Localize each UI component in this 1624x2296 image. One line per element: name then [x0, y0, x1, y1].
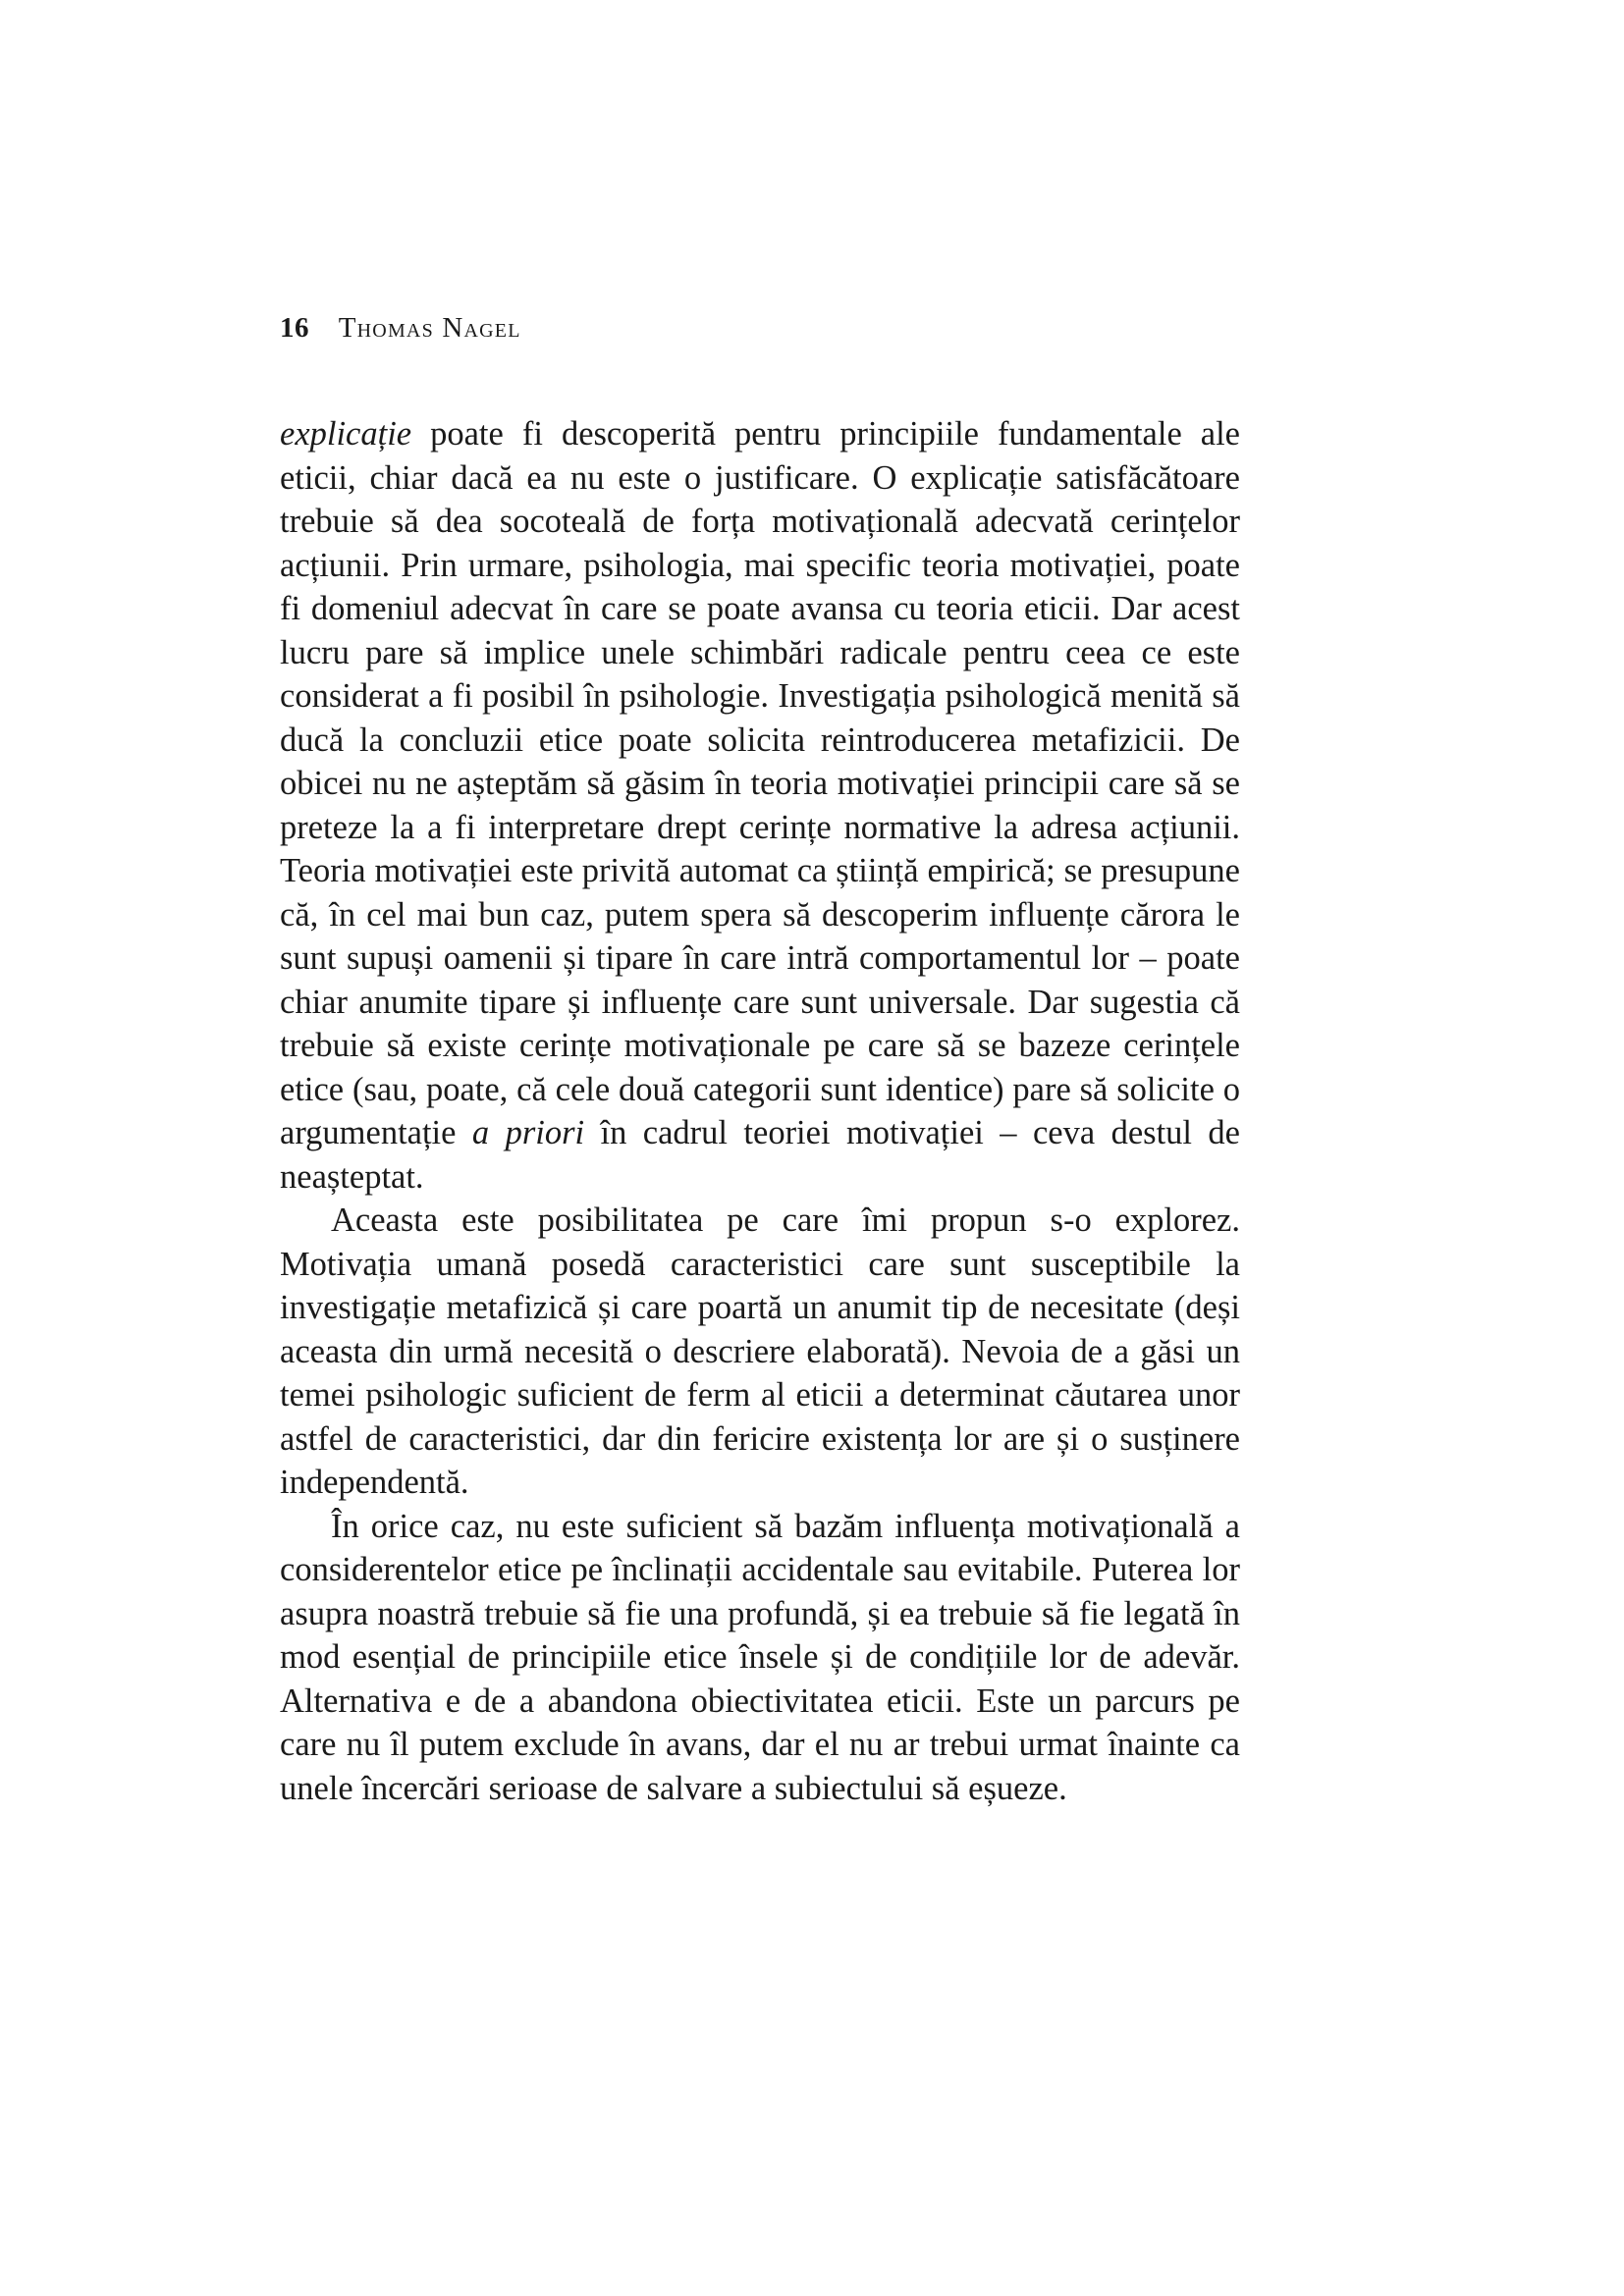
- paragraph-text: Aceasta este posibilitatea pe care îmi propun s-o explorez. Motivația umană posedă caracteristici care sunt susceptibile la investigație metafizică și care poartă un anumit tip de necesitate (deși aceasta din urmă necesită o descriere elaborată). Nevoia de a găsi un temei psihologic suficient de ferm al eticii a determinat căutarea unor astfel de caracteristici, dar din fericire existența lor are și o susținere independentă.: [280, 1201, 1240, 1501]
- page-number: 16: [280, 312, 309, 344]
- running-head-author: Thomas Nagel: [338, 312, 521, 344]
- body-text: [280, 412, 1240, 1810]
- italic-term: a priori: [471, 1114, 585, 1151]
- paragraph-text: poate fi descoperită pentru principiile fundamentale ale eticii, chiar dacă ea nu este o justificare. O explicație satisfăcătoare trebuie să dea socoteală de forța motivațională adecvată cerințelor acțiunii. Prin urmare, psihologia, mai specific teoria motivației, poate fi domeniul adecvat în care se poate avansa cu teoria eticii. Dar acest lucru pare să implice unele schimbări radicale pentru ceea ce este considerat a fi posibil în psihologie. Investigația psihologică menită să ducă la concluzii etice poate solicita reintroducerea metafizicii. De obicei nu ne așteptăm să găsim în teoria motivației principii care să se preteze la a fi interpretare drept cerințe normative la adresa acțiunii. Teoria motivației este privită automat ca știință empirică; se presupune că, în cel mai bun caz, putem spera să descoperim influențe cărora le sunt supuși oamenii și tipare în care intră comportamentul lor – poate chiar anumite tipare și influențe care sunt universale. Dar sugestia că trebuie să existe cerințe motivaționale pe care să se bazeze cerințele etice (sau, poate, că cele două categorii sunt identice) pare să solicite o argumentație: [280, 415, 1240, 1151]
- italic-term: explicație: [280, 415, 412, 453]
- paragraph-text: în cadrul teoriei motivației – ceva destul de neașteptat.: [280, 1114, 1240, 1196]
- page-header: [280, 312, 521, 345]
- paragraph-3: [280, 1505, 1240, 1811]
- paragraph-2: [280, 1199, 1240, 1505]
- paragraph-text: În orice caz, nu este suficient să bazăm influența motivațională a considerentelor etice pe înclinații accidentale sau evitabile. Puterea lor asupra noastră trebuie să fie una profundă, și ea trebuie să fie legată în mod esențial de principiile etice însele și de condițiile lor de adevăr. Alternativa e de a abandona obiectivitatea eticii. Este un parcurs pe care nu îl putem exclude în avans, dar el nu ar trebui urmat înainte ca unele încercări serioase de salvare a subiectului să eșueze.: [280, 1507, 1240, 1807]
- paragraph-1: [280, 412, 1240, 1199]
